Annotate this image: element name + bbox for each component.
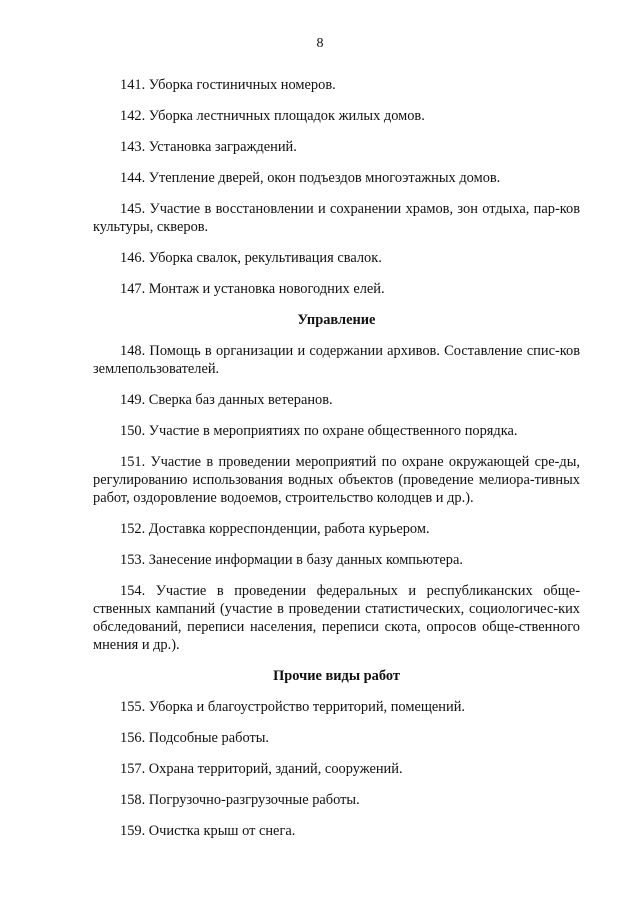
- list-item-159: 159. Очистка крыш от снега.: [120, 823, 296, 839]
- list-item-152: 152. Доставка корреспонденции, работа курьером.: [120, 521, 430, 537]
- list-item-149: 149. Сверка баз данных ветеранов.: [120, 392, 333, 408]
- list-item-145: 145. Участие в восстановлении и сохранении храмов, зон отдыха, пар-ков культуры, скверов.: [93, 201, 580, 235]
- list-item-154: 154. Участие в проведении федеральных и республиканских обще-ственных кампаний (участие в проведении статистических, социологичес-ких обследований, переписи населения, переписи скота, опросов обще-ственного мнения и др.).: [93, 583, 580, 653]
- list-item-150: 150. Участие в мероприятиях по охране общественного порядка.: [120, 423, 518, 439]
- list-item-157: 157. Охрана территорий, зданий, сооружений.: [120, 761, 403, 777]
- list-item-158: 158. Погрузочно-разгрузочные работы.: [120, 792, 360, 808]
- list-item-144: 144. Утепление дверей, окон подъездов многоэтажных домов.: [120, 170, 501, 186]
- list-item-148: 148. Помощь в организации и содержании архивов. Составление спис-ков землепользователей.: [93, 343, 580, 377]
- list-item-147: 147. Монтаж и установка новогодних елей.: [120, 281, 385, 297]
- list-item-155: 155. Уборка и благоустройство территорий, помещений.: [120, 699, 466, 715]
- list-item-153: 153. Занесение информации в базу данных компьютера.: [120, 552, 463, 568]
- page-number: 8: [316, 36, 324, 51]
- list-item-141: 141. Уборка гостиничных номеров.: [120, 77, 336, 93]
- list-item-151: 151. Участие в проведении мероприятий по охране окружающей сре-ды, регулированию использования водных объектов (проведение мелиора-тивных работ, оздоровление водоемов, строительство колодцев и др.).: [93, 454, 580, 506]
- list-item-142: 142. Уборка лестничных площадок жилых домов.: [120, 108, 425, 124]
- list-item-143: 143. Установка заграждений.: [120, 139, 297, 155]
- list-item-146: 146. Уборка свалок, рекультивация свалок.: [120, 250, 382, 266]
- section-heading-other-works: Прочие виды работ: [273, 668, 400, 684]
- section-heading-management: Управление: [297, 312, 376, 328]
- document-body: [93, 76, 580, 853]
- list-item-156: 156. Подсобные работы.: [120, 730, 270, 746]
